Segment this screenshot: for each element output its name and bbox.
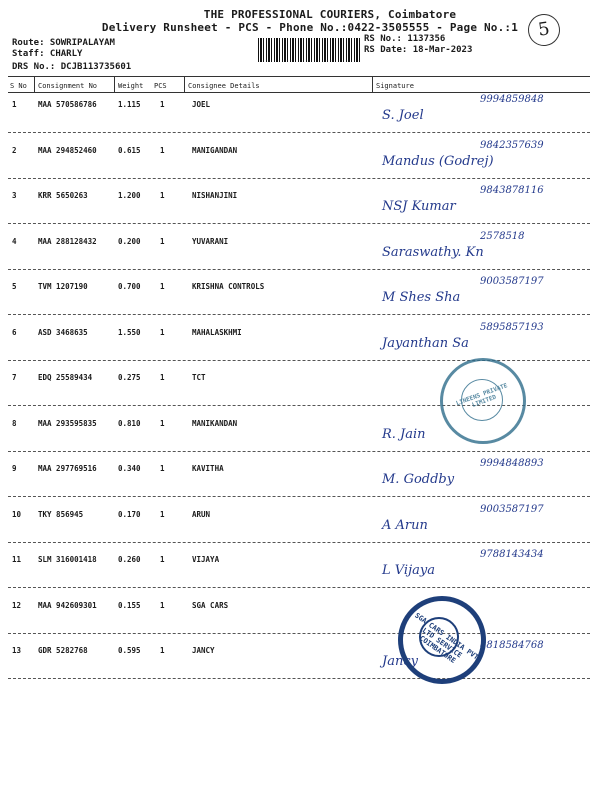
row-consignee: JOEL	[192, 100, 211, 109]
stamp-text: SGA CARS INDIA PVT LTD SERVICE COIMBATORE	[413, 611, 480, 665]
row-pcs: 1	[160, 419, 165, 428]
row-consignment-no: KRR 5650263	[38, 191, 88, 200]
row-consignee: SGA CARS	[192, 601, 229, 610]
row-divider	[8, 678, 590, 679]
row-consignment-no: MAA 297769516	[38, 464, 97, 473]
row-weight: 0.810	[118, 419, 141, 428]
row-signature: A Arun	[382, 518, 428, 533]
row-signature-phone: 9003587197	[480, 504, 544, 515]
row-signature-phone: 2578518	[480, 231, 525, 242]
row-consignment-no: GDR 5282768	[38, 646, 88, 655]
row-divider	[8, 132, 590, 133]
row-pcs: 1	[160, 328, 165, 337]
row-signature: S. Joel	[382, 108, 424, 123]
row-consignee: MAHALASKHMI	[192, 328, 242, 337]
stamp-text: LINEENS PRIVATE LIMITED	[455, 382, 509, 409]
row-weight: 1.200	[118, 191, 141, 200]
row-sno: 11	[12, 555, 22, 564]
row-consignee: KRISHNA CONTROLS	[192, 282, 265, 291]
row-sno: 7	[12, 373, 17, 382]
row-sno: 1	[12, 100, 17, 109]
col-divider	[372, 76, 373, 92]
row-signature: M. Goddby	[382, 472, 455, 487]
row-consignee: TCT	[192, 373, 206, 382]
row-signature-phone: 9842357639	[480, 140, 544, 151]
row-pcs: 1	[160, 237, 165, 246]
row-signature: R. Jain	[382, 427, 426, 442]
row-signature: L Vijaya	[382, 563, 435, 578]
row-signature-phone: 9994848893	[480, 458, 544, 469]
row-consignee: MANIGANDAN	[192, 146, 238, 155]
row-divider	[8, 542, 590, 543]
row-signature-phone: 9003587197	[480, 276, 544, 287]
row-sno: 10	[12, 510, 22, 519]
row-weight: 0.595	[118, 646, 141, 655]
row-sno: 8	[12, 419, 17, 428]
col-header-pcs: PCS	[154, 82, 167, 90]
row-pcs: 1	[160, 146, 165, 155]
row-weight: 0.200	[118, 237, 141, 246]
row-sno: 6	[12, 328, 17, 337]
row-divider	[8, 360, 590, 361]
route-label: Route: SOWRIPALAYAM	[12, 38, 115, 48]
row-consignee: VIJAYA	[192, 555, 220, 564]
row-sno: 13	[12, 646, 22, 655]
col-header-consignment: Consignment No	[38, 82, 98, 90]
row-signature-phone: 9788143434	[480, 549, 544, 560]
row-consignment-no: MAA 570586786	[38, 100, 97, 109]
row-divider	[8, 633, 590, 634]
company-stamp	[440, 358, 526, 444]
row-signature-phone: 9994859848	[480, 94, 544, 105]
row-consignee: JANCY	[192, 646, 215, 655]
col-header-consignee: Consignee Details	[188, 82, 260, 90]
col-divider	[34, 76, 35, 92]
row-pcs: 1	[160, 646, 165, 655]
row-consignment-no: ASD 3468635	[38, 328, 88, 337]
row-divider	[8, 269, 590, 270]
row-signature-phone: 9843878116	[480, 185, 544, 196]
row-divider	[8, 451, 590, 452]
table-top-border	[8, 76, 590, 77]
row-sno: 12	[12, 601, 22, 610]
row-signature: NSJ Kumar	[382, 199, 456, 214]
drs-number: DRS No.: DCJB113735601	[12, 62, 132, 72]
row-signature-phone: 8818584768	[480, 640, 544, 651]
row-divider	[8, 496, 590, 497]
row-consignment-no: MAA 288128432	[38, 237, 97, 246]
row-pcs: 1	[160, 373, 165, 382]
row-consignee: KAVITHA	[192, 464, 224, 473]
row-weight: 0.155	[118, 601, 141, 610]
row-weight: 0.615	[118, 146, 141, 155]
barcode	[258, 38, 360, 62]
row-consignment-no: TKY 856945	[38, 510, 84, 519]
row-consignee: ARUN	[192, 510, 211, 519]
row-consignment-no: SLM 316001418	[38, 555, 97, 564]
runsheet-subtitle: Delivery Runsheet - PCS - Phone No.:0422-3505555 - Page No.:1	[101, 21, 519, 34]
row-pcs: 1	[160, 601, 165, 610]
row-consignee: NISHANJINI	[192, 191, 238, 200]
row-divider	[8, 223, 590, 224]
row-divider	[8, 314, 590, 315]
col-divider	[114, 76, 115, 92]
row-consignment-no: MAA 942609301	[38, 601, 97, 610]
company-stamp	[398, 596, 486, 684]
row-sno: 9	[12, 464, 17, 473]
row-consignment-no: TVM 1207190	[38, 282, 88, 291]
row-sno: 5	[12, 282, 17, 291]
row-divider	[8, 178, 590, 179]
company-title: THE PROFESSIONAL COURIERS, Coimbatore	[203, 8, 457, 21]
row-weight: 0.260	[118, 555, 141, 564]
rs-number: RS No.: 1137356	[364, 34, 446, 44]
col-header-weight: Weight	[118, 82, 144, 90]
row-signature: M Shes Sha	[382, 290, 461, 305]
row-weight: 0.340	[118, 464, 141, 473]
header-bottom-border	[8, 92, 590, 93]
row-pcs: 1	[160, 464, 165, 473]
col-divider	[184, 76, 185, 92]
col-header-sno: S No	[10, 82, 27, 90]
row-pcs: 1	[160, 282, 165, 291]
row-pcs: 1	[160, 510, 165, 519]
row-consignment-no: MAA 294852460	[38, 146, 97, 155]
row-signature: Jancy	[382, 654, 418, 669]
row-signature: Saraswathy. Kn	[382, 245, 484, 260]
row-sno: 4	[12, 237, 17, 246]
row-weight: 0.170	[118, 510, 141, 519]
row-signature-phone: 5895857193	[480, 322, 544, 333]
row-pcs: 1	[160, 100, 165, 109]
row-consignee: MANIKANDAN	[192, 419, 238, 428]
row-signature: Jayanthan Sa	[382, 336, 469, 351]
col-header-signature: Signature	[376, 82, 414, 90]
row-weight: 0.275	[118, 373, 141, 382]
row-sno: 2	[12, 146, 17, 155]
staff-label: Staff: CHARLY	[12, 49, 83, 59]
row-consignee: YUVARANI	[192, 237, 229, 246]
row-pcs: 1	[160, 555, 165, 564]
row-pcs: 1	[160, 191, 165, 200]
row-weight: 1.550	[118, 328, 141, 337]
rs-date: RS Date: 18-Mar-2023	[364, 45, 473, 55]
row-sno: 3	[12, 191, 17, 200]
row-signature: Mandus (Godrej)	[382, 154, 494, 169]
page-mark: 5	[526, 12, 562, 48]
row-divider	[8, 587, 590, 588]
row-consignment-no: EDQ 25589434	[38, 373, 93, 382]
row-weight: 1.115	[118, 100, 141, 109]
row-weight: 0.700	[118, 282, 141, 291]
row-consignment-no: MAA 293595835	[38, 419, 97, 428]
